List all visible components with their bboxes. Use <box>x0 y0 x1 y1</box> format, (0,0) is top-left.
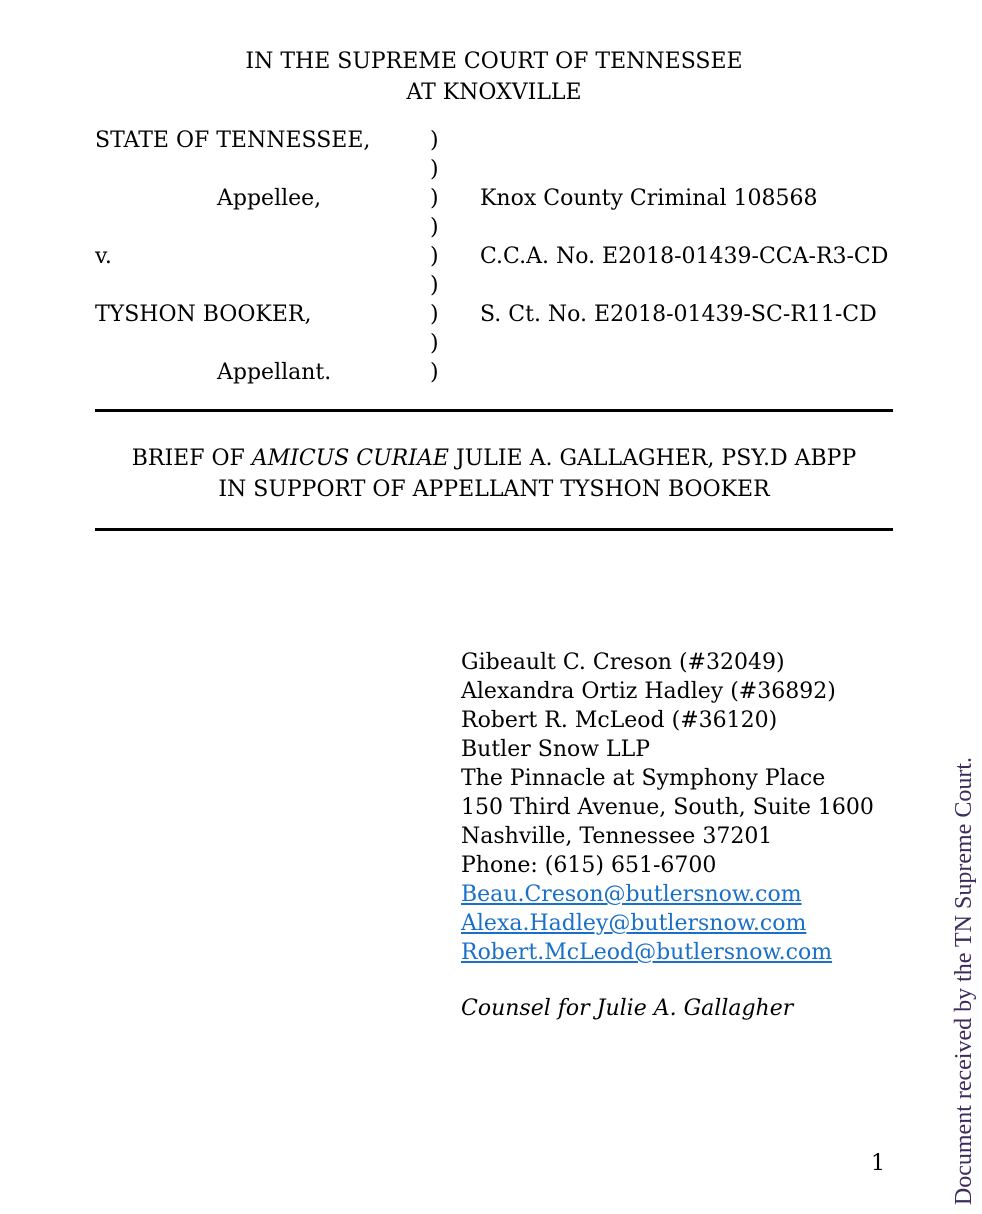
paren-divider: ) <box>430 128 439 153</box>
caption-row <box>95 358 893 387</box>
versus-label: v. <box>95 244 112 269</box>
caption-right-cell <box>480 329 893 358</box>
appellant-role-label: Appellant. <box>217 360 332 385</box>
counsel-firm: Butler Snow LLP <box>461 737 651 762</box>
case-number-sct: S. Ct. No. E2018-01439-SC-R11-CD <box>480 302 877 327</box>
caption-left-cell <box>95 329 430 358</box>
paren-divider: ) <box>430 331 439 356</box>
caption-right-cell <box>480 271 893 300</box>
caption-row <box>95 126 893 155</box>
counsel-block <box>461 648 874 967</box>
caption-left-cell <box>95 213 430 242</box>
counsel-address-building: The Pinnacle at Symphony Place <box>461 766 826 791</box>
party-appellant-name: TYSHON BOOKER, <box>95 302 312 327</box>
caption-row <box>95 242 893 271</box>
appellee-role-label: Appellee, <box>217 186 322 211</box>
caption-row <box>95 184 893 213</box>
brief-title <box>95 443 893 505</box>
case-number-county: Knox County Criminal 108568 <box>480 186 818 211</box>
brief-title-line1 <box>95 443 893 474</box>
brief-title-line2: IN SUPPORT OF APPELLANT TYSHON BOOKER <box>218 477 770 502</box>
brief-title-amicus-italic: AMICUS CURIAE <box>251 446 449 471</box>
paren-divider: ) <box>430 244 439 269</box>
case-caption <box>95 126 893 387</box>
court-location: AT KNOXVILLE <box>406 80 582 105</box>
caption-left-cell <box>95 271 430 300</box>
page-number: 1 <box>871 1151 885 1176</box>
paren-divider: ) <box>430 186 439 211</box>
caption-right-cell <box>480 358 893 387</box>
paren-divider: ) <box>430 157 439 182</box>
caption-right-cell <box>480 126 893 155</box>
caption-row <box>95 213 893 242</box>
received-stamp: Document received by the TN Supreme Court. <box>951 756 977 1205</box>
counsel-address-city: Nashville, Tennessee 37201 <box>461 824 773 849</box>
paren-divider: ) <box>430 273 439 298</box>
paren-divider: ) <box>430 360 439 385</box>
court-heading <box>95 46 893 108</box>
brief-title-suffix: JULIE A. GALLAGHER, PSY.D ABPP <box>448 446 857 471</box>
email-link-mcleod[interactable]: Robert.McLeod@butlersnow.com <box>461 940 833 965</box>
paren-divider: ) <box>430 215 439 240</box>
email-link-hadley[interactable]: Alexa.Hadley@butlersnow.com <box>461 911 807 936</box>
counsel-name-mcleod: Robert R. McLeod (#36120) <box>461 708 778 733</box>
counsel-name-creson: Gibeault C. Creson (#32049) <box>461 650 785 675</box>
counsel-address-street: 150 Third Avenue, South, Suite 1600 <box>461 795 874 820</box>
counsel-for-line: Counsel for Julie A. Gallagher <box>461 996 794 1021</box>
caption-left-cell <box>95 155 430 184</box>
caption-right-cell <box>480 155 893 184</box>
court-name: IN THE SUPREME COURT OF TENNESSEE <box>245 49 743 74</box>
email-link-creson[interactable]: Beau.Creson@butlersnow.com <box>461 882 802 907</box>
party-appellee-name: STATE OF TENNESSEE, <box>95 128 371 153</box>
caption-row <box>95 155 893 184</box>
brief-title-prefix: BRIEF OF <box>131 446 252 471</box>
case-number-cca: C.C.A. No. E2018-01439-CCA-R3-CD <box>480 244 889 269</box>
caption-row <box>95 300 893 329</box>
caption-row <box>95 271 893 300</box>
counsel-phone: Phone: (615) 651-6700 <box>461 853 717 878</box>
caption-row <box>95 329 893 358</box>
caption-right-cell <box>480 213 893 242</box>
separator-rule-top <box>95 409 893 412</box>
counsel-name-hadley: Alexandra Ortiz Hadley (#36892) <box>461 679 836 704</box>
paren-divider: ) <box>430 302 439 327</box>
separator-rule-bottom <box>95 528 893 531</box>
